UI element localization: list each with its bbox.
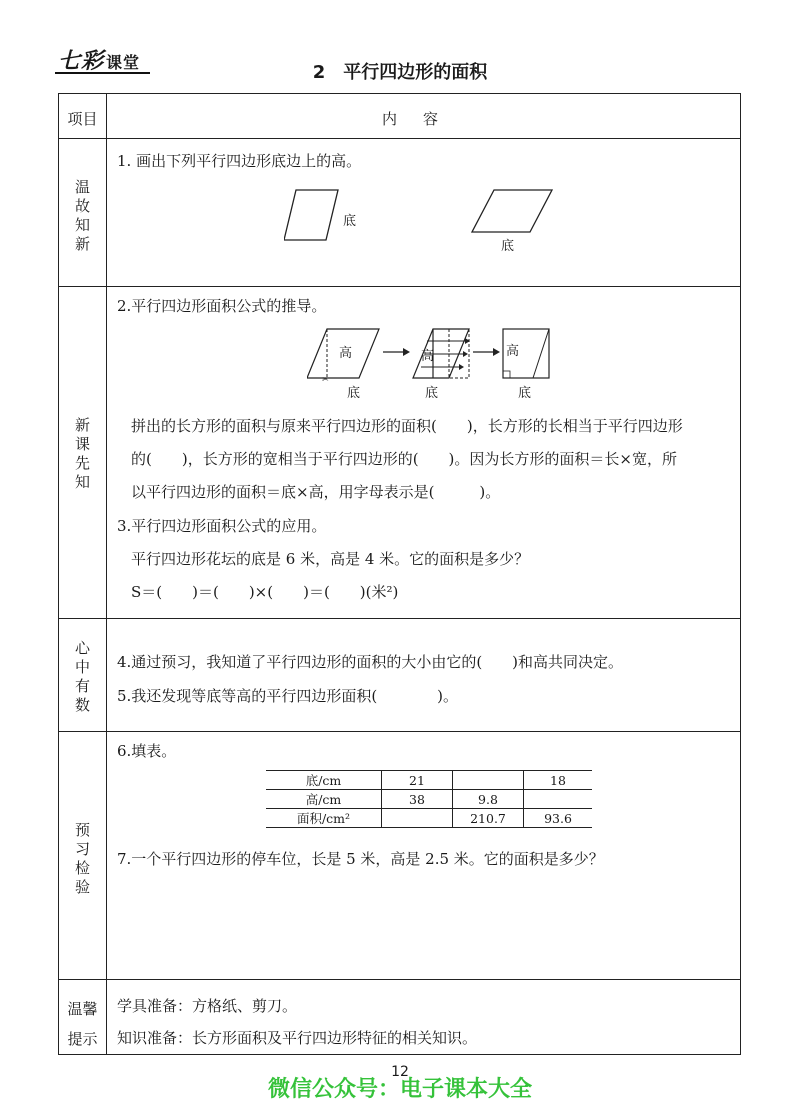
logo-small-text: 课堂: [106, 53, 141, 72]
logo-text: 七彩: [58, 49, 105, 74]
table-row: [266, 809, 592, 828]
svg-text:✂: ✂: [322, 375, 329, 382]
row-divider: [59, 979, 740, 980]
derivation-line-3: 以平行四边形的面积＝底×高，用字母表示是( )。: [131, 483, 501, 501]
diagram-base-3: 底: [518, 386, 532, 401]
diagram-height-3: 高: [506, 344, 520, 359]
question-2: 2.平行四边形面积公式的推导。: [117, 297, 327, 315]
section-label-check: 预 习 检 验: [74, 821, 90, 896]
fig2-base-label: 底: [501, 239, 515, 254]
diagram-height-2: 高: [421, 349, 435, 364]
derivation-line-2: 的( )，长方形的宽相当于平行四边形的( )。因为长方形的面积＝长×宽，所: [131, 450, 677, 468]
question-1: 1. 画出下列平行四边形底边上的高。: [117, 152, 362, 170]
question-7: 7.一个平行四边形的停车位，长是 5 米，高是 2.5 米。它的面积是多少？: [117, 850, 604, 868]
fig1-base-label: 底: [343, 214, 357, 229]
parallelogram-2: [472, 190, 552, 232]
table-cell-blank: [524, 790, 593, 809]
question-3-text: 平行四边形花坛的底是 6 米，高是 4 米。它的面积是多少？: [131, 550, 530, 568]
table-cell: 底/cm: [266, 771, 382, 790]
page-title: [0, 58, 800, 84]
diagram-height-1: 高: [339, 346, 353, 361]
section-label-review: 温 故 知 新: [74, 178, 90, 253]
header-item: 项目: [67, 110, 98, 128]
table-cell-blank: [382, 809, 453, 828]
worksheet-table: [58, 93, 741, 1055]
header-content: 内容: [381, 110, 464, 128]
derivation-line-1: 拼出的长方形的面积与原来平行四边形的面积( )，长方形的长相当于平行四边形: [131, 417, 683, 435]
row-divider: [59, 138, 740, 139]
table-cell: 18: [524, 771, 593, 790]
fill-in-table: [266, 770, 592, 828]
tip-knowledge: 知识准备：长方形面积及平行四边形特征的相关知识。: [117, 1029, 478, 1047]
table-cell: 9.8: [453, 790, 524, 809]
diagram-base-1: 底: [347, 386, 361, 401]
section-label-tips: 温馨 提示: [67, 1000, 98, 1048]
table-row: [266, 771, 592, 790]
question-5: 5.我还发现等底等高的平行四边形面积( )。: [117, 687, 459, 705]
parallelogram-1: [284, 190, 338, 240]
tip-tools: 学具准备：方格纸、剪刀。: [117, 997, 298, 1015]
question-6: 6.填表。: [117, 742, 177, 760]
question-3: 3.平行四边形面积公式的应用。: [117, 517, 327, 535]
table-cell: 93.6: [524, 809, 593, 828]
diagram-base-2: 底: [425, 386, 439, 401]
table-cell: 38: [382, 790, 453, 809]
section-label-mind: 心 中 有 数: [74, 639, 90, 714]
row-divider: [59, 731, 740, 732]
table-cell: 210.7: [453, 809, 524, 828]
section-number: 2: [312, 62, 326, 83]
question-4: 4.通过预习，我知道了平行四边形的面积的大小由它的( )和高共同决定。: [117, 653, 624, 671]
table-row: [266, 790, 592, 809]
area-formula: S＝( )＝( )×( )＝( )(米²): [131, 583, 399, 601]
section-label-preview: 新 课 先 知: [74, 416, 90, 491]
table-cell: 面积/cm²: [266, 809, 382, 828]
page-number: 12: [391, 1064, 409, 1080]
table-cell: 21: [382, 771, 453, 790]
title-text: 平行四边形的面积: [343, 62, 488, 83]
column-divider: [106, 94, 107, 1054]
row-divider: [59, 286, 740, 287]
row-divider: [59, 618, 740, 619]
watermark-text: 微信公众号：电子课本大全: [267, 1077, 532, 1102]
table-cell-blank: [453, 771, 524, 790]
table-cell: 高/cm: [266, 790, 382, 809]
